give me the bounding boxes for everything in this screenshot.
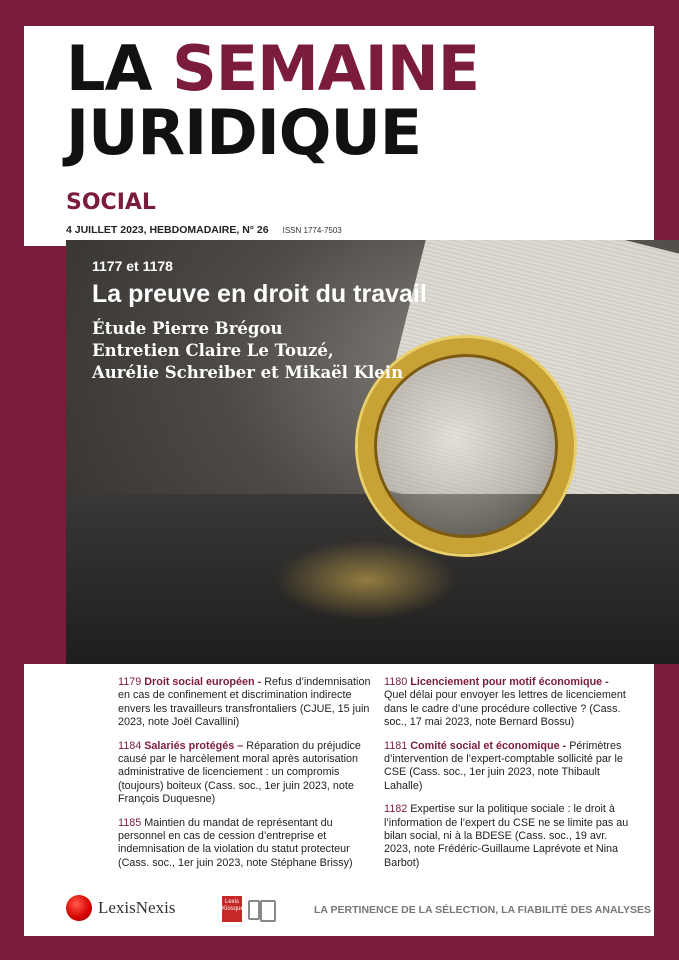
item-number: 1182 <box>384 803 408 816</box>
summary-column-right <box>384 676 630 880</box>
tablet-icon <box>260 900 276 922</box>
item-heading: Licenciement pour motif économique <box>410 676 603 688</box>
reflection-image <box>276 540 456 620</box>
item-separator: - <box>559 739 570 752</box>
tagline: LA PERTINENCE DE LA SÉLECTION, LA FIABILITÉ DES ANALYSES <box>314 904 651 916</box>
cover-authors <box>92 318 403 384</box>
summary-item <box>384 740 630 794</box>
cover-article-numbers: 1177 et 1178 <box>92 258 173 274</box>
summary-column-left <box>118 676 376 880</box>
summary-item <box>118 676 376 730</box>
lexisnexis-logo-text: LexisNexis <box>98 898 176 917</box>
phone-icon <box>248 900 260 920</box>
item-text: Périmètres d’intervention de l’expert-comptable sollicité par le CSE (Cass. soc., 1er juin 2023, note Thibault Lahalle) <box>384 739 623 792</box>
kiosque-icon: Lexis Kiosque <box>222 896 242 922</box>
item-number: 1181 <box>384 739 408 752</box>
masthead-word-la: LA <box>66 32 152 105</box>
issn: ISSN 1774-7503 <box>282 226 342 235</box>
item-number: 1179 <box>118 676 142 688</box>
masthead-word-juridique: JURIDIQUE <box>66 96 422 169</box>
masthead-word-semaine: SEMAINE <box>172 32 480 105</box>
item-heading: Comité social et économique <box>410 739 560 752</box>
item-number: 1184 <box>118 739 142 752</box>
summary-item <box>118 740 376 807</box>
item-text: Refus d’indemnisation en cas de confinement et discrimination indirecte envers les travailleurs transfrontaliers (CJUE, 15 juin 2023, note Joël Cavallini) <box>118 676 371 729</box>
item-text: Quel délai pour envoyer les lettres de licenciement dans le cadre d’une procédure collective ? (Cass. soc., 17 mai 2023, note Bernard Bossu) <box>384 689 626 729</box>
item-text: Expertise sur la politique sociale : le droit à l’information de l’expert du CSE ne se limite pas au bilan social, ni à la BDESE (Cass. soc., 19 avr. 2023, note Frédéric-Guillaume Laprévote et Nina Barbot) <box>384 803 629 869</box>
item-text: Réparation du préjudice causé par le harcèlement moral après autorisation administrative de licenciement : un compromis (toujours) boiteux (Cass. soc., 1er juin 2023, note François Duquesne) <box>118 739 361 806</box>
item-heading: Salariés protégés <box>144 739 235 752</box>
summary-item <box>384 676 630 730</box>
issue-date: 4 JUILLET 2023, HEBDOMADAIRE, N° 26 <box>66 224 269 236</box>
cover-author-line: Entretien Claire Le Touzé, <box>92 341 334 360</box>
item-separator: - <box>254 676 265 688</box>
cover-author-line: Aurélie Schreiber et Mikaël Klein <box>92 363 404 382</box>
item-number: 1185 <box>118 816 142 829</box>
section-label: SOCIAL <box>66 190 156 215</box>
cover-title: La preuve en droit du travail <box>92 280 427 308</box>
cover-author-line: Étude Pierre Brégou <box>92 319 283 338</box>
item-heading: Droit social européen <box>144 676 255 688</box>
issue-dateline <box>66 224 342 236</box>
item-text: Maintien du mandat de représentant du personnel en cas de cession d’entreprise et indemnisation de la violation du statut protecteur (Cass. soc., 1er juin 2023, note Stéphane Brissy) <box>118 816 353 869</box>
summary-item <box>384 803 630 870</box>
masthead <box>66 32 480 169</box>
summary-item <box>118 817 376 871</box>
item-separator: – <box>234 739 247 752</box>
lexisnexis-logo <box>66 895 175 921</box>
item-separator: - <box>602 676 609 688</box>
item-number: 1180 <box>384 676 408 688</box>
lexisnexis-logo-icon <box>66 895 92 921</box>
